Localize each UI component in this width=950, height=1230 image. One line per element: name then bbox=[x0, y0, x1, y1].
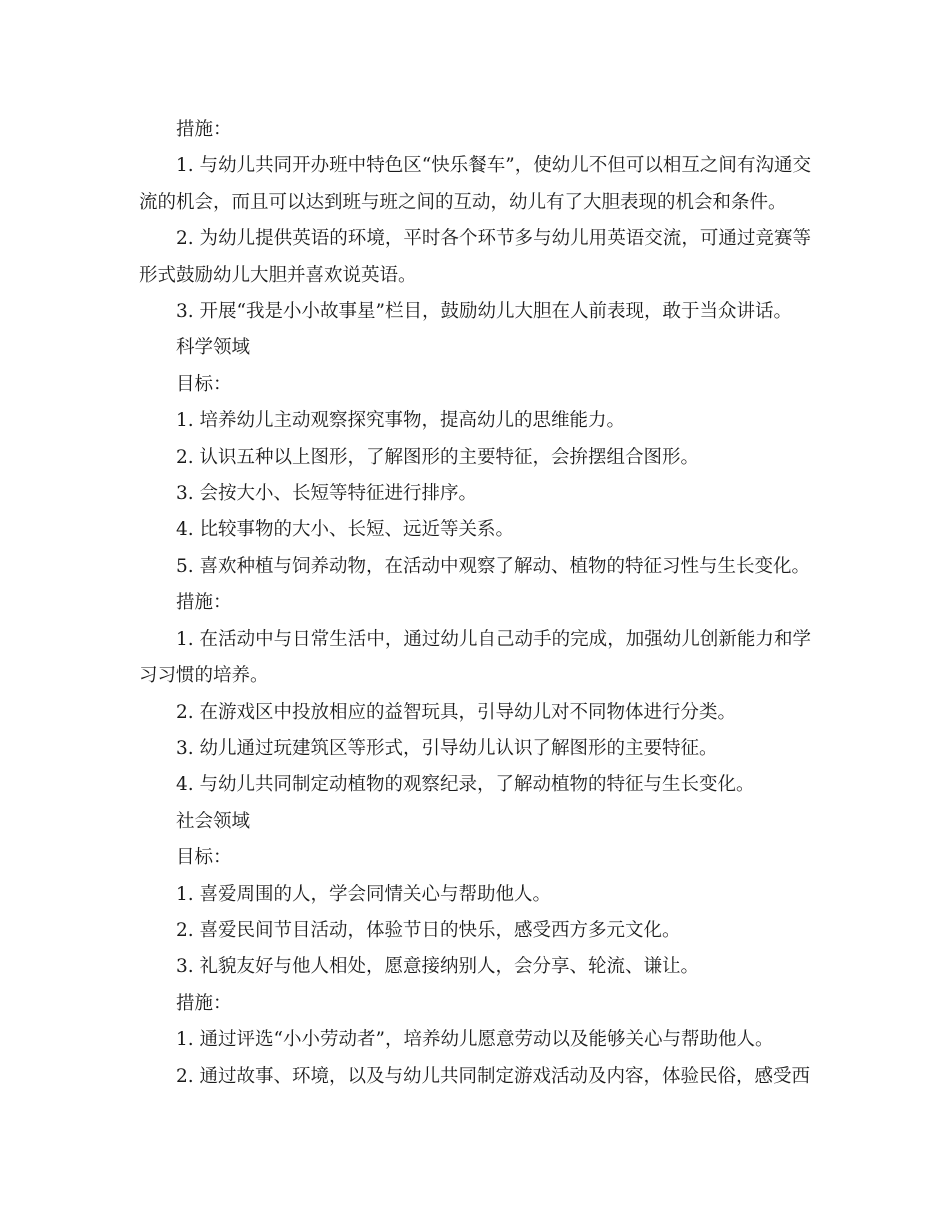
paragraph: 2. 认识五种以上图形，了解图形的主要特征，会拚摆组合图形。 bbox=[176, 446, 700, 468]
section-heading: 科学领域 bbox=[176, 337, 251, 359]
paragraph: 2. 通过故事、环境，以及与幼儿共同制定游戏活动及内容，体验民俗，感受西 bbox=[176, 1065, 811, 1087]
paragraph: 3. 礼貌友好与他人相处，愿意接纳别人，会分享、轮流、谦让。 bbox=[176, 956, 700, 978]
paragraph: 5. 喜欢种植与饲养动物，在活动中观察了解动、植物的特征习性与生长变化。 bbox=[176, 555, 811, 577]
paragraph: 目标： bbox=[176, 373, 232, 395]
paragraph: 1. 培养幼儿主动观察探究事物，提高幼儿的思维能力。 bbox=[176, 410, 626, 432]
paragraph: 1. 与幼儿共同开办班中特色区“快乐餐车”，使幼儿不但可以相互之间有沟通交流的机会，而且可以达到班与班之间的互动，幼儿有了大胆表现的机会和条件。 bbox=[139, 155, 811, 213]
section-heading: 社会领域 bbox=[176, 810, 251, 832]
paragraph: 2. 在游戏区中投放相应的益智玩具，引导幼儿对不同物体进行分类。 bbox=[176, 701, 737, 723]
paragraph: 1. 喜爱周围的人，学会同情关心与帮助他人。 bbox=[176, 883, 552, 905]
paragraph: 3. 开展“我是小小故事星”栏目，鼓励幼儿大胆在人前表现，敢于当众讲话。 bbox=[176, 301, 792, 323]
document-body bbox=[139, 112, 811, 1095]
paragraph: 目标： bbox=[176, 847, 232, 869]
paragraph: 3. 幼儿通过玩建筑区等形式，引导幼儿认识了解图形的主要特征。 bbox=[176, 737, 718, 759]
paragraph: 1. 通过评选“小小劳动者”，培养幼儿愿意劳动以及能够关心与帮助他人。 bbox=[176, 1029, 774, 1051]
paragraph: 措施： bbox=[176, 992, 232, 1014]
paragraph: 1. 在活动中与日常生活中，通过幼儿自己动手的完成，加强幼儿创新能力和学习习惯的培养。 bbox=[139, 628, 811, 687]
paragraph: 2. 为幼儿提供英语的环境，平时各个环节多与幼儿用英语交流，可通过竞赛等形式鼓励幼儿大胆并喜欢说英语。 bbox=[139, 228, 811, 286]
paragraph: 4. 与幼儿共同制定动植物的观察纪录，了解动植物的特征与生长变化。 bbox=[176, 774, 755, 796]
paragraph: 3. 会按大小、长短等特征进行排序。 bbox=[176, 483, 478, 505]
paragraph: 措施： bbox=[176, 119, 232, 140]
paragraph: 2. 喜爱民间节目活动，体验节日的快乐，感受西方多元文化。 bbox=[176, 919, 681, 941]
paragraph: 措施： bbox=[176, 592, 232, 614]
paragraph: 4. 比较事物的大小、长短、远近等关系。 bbox=[176, 519, 515, 541]
